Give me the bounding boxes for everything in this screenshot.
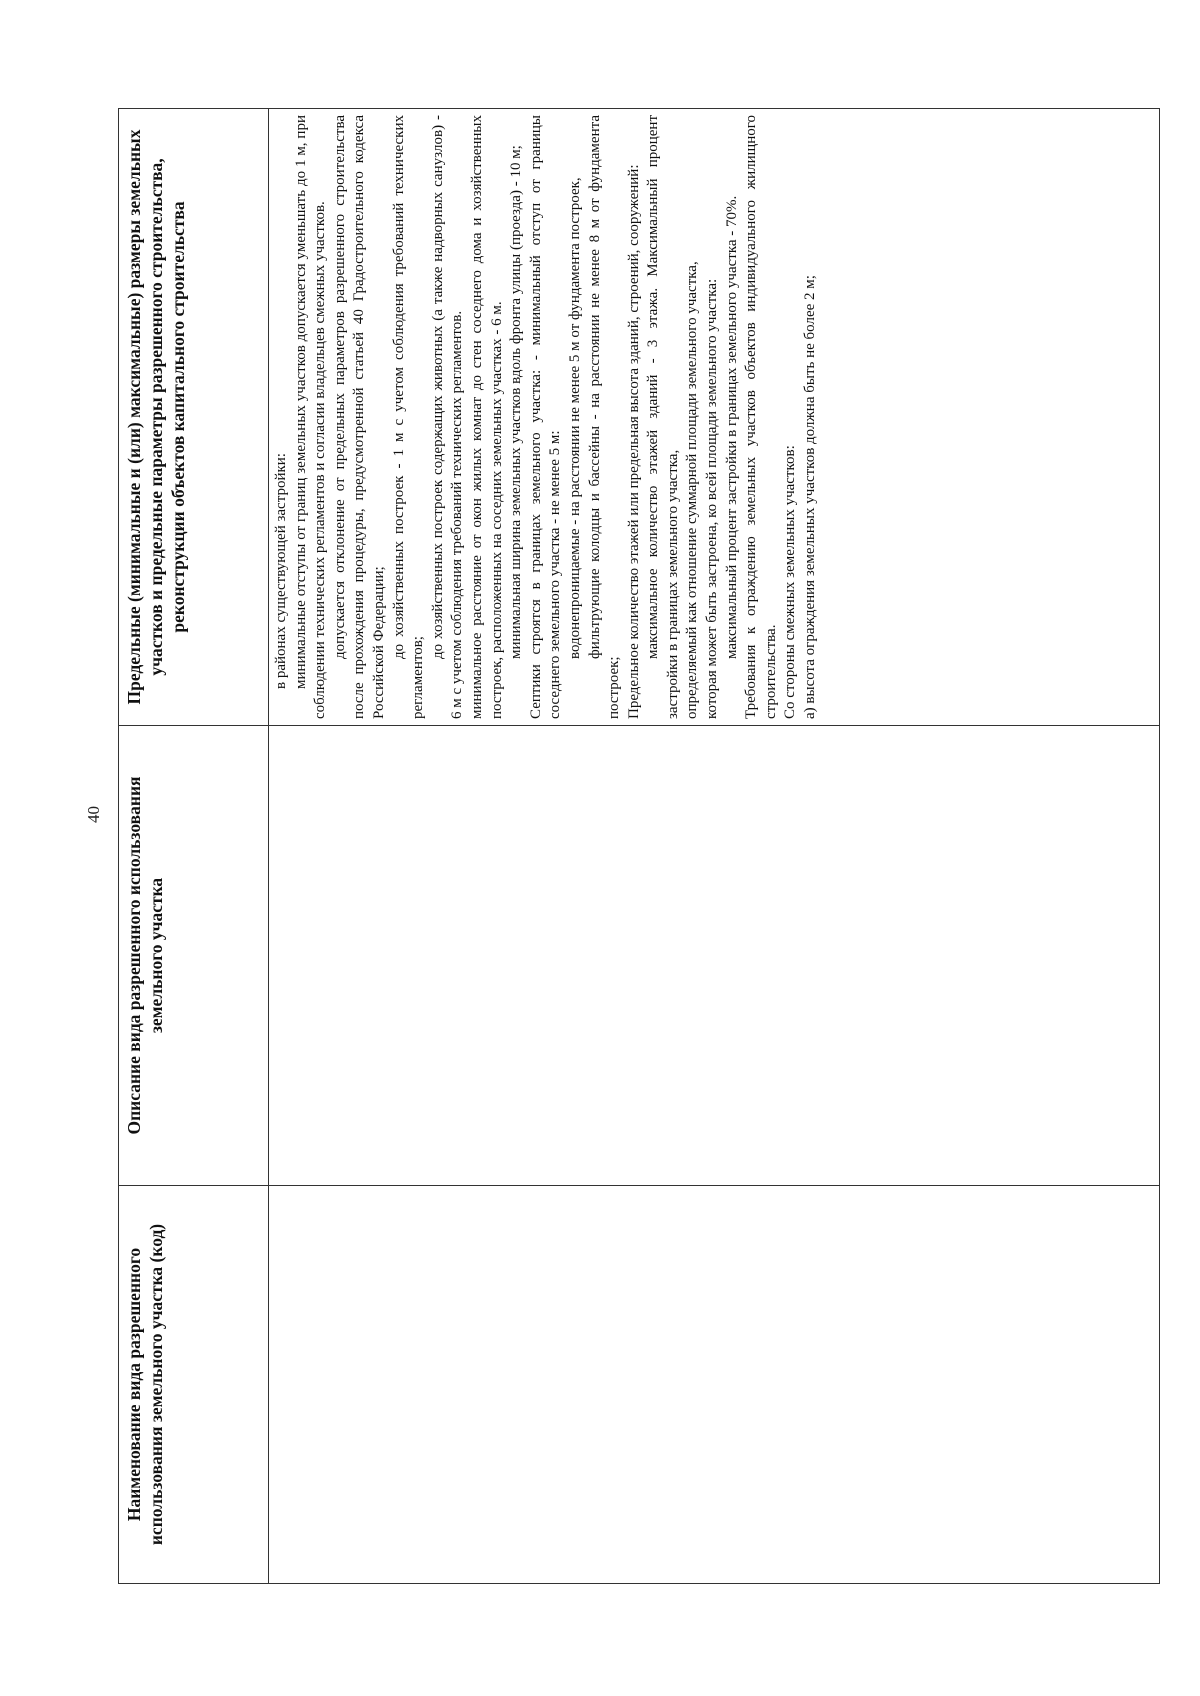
param-paragraph: Септики строятся в границах земельного участка: - минимальный отступ от границы соседнего земельного участка - не менее 5 м:: [527, 115, 564, 719]
header-parameters: Предельные (минимальные и (или) максимальные) размеры земельных участков и предельные параметры разрешенного строительства, реконструкции объектов капитального строительства: [119, 109, 269, 726]
param-paragraph: минимальная ширина земельных участков вдоль фронта улицы (проезда) - 10 м;: [508, 145, 525, 659]
header-description: Описание вида разрешенного использования земельного участка: [119, 726, 269, 1186]
regulations-table: [118, 108, 1160, 1584]
table-header-row: [119, 109, 269, 1584]
param-paragraph: максимальный процент застройки в границах земельного участка - 70%.: [723, 195, 740, 659]
param-paragraph: Предельное количество этажей или предельная высота зданий, строений, сооружений:: [625, 164, 642, 719]
rotated-table-wrapper: [118, 109, 1160, 1584]
param-paragraph: в районах существующей застройки:: [273, 453, 289, 689]
param-paragraph: максимальное количество этажей зданий - 3 этажа. Максимальный процент застройки в границах земельного участка,: [645, 115, 681, 719]
param-paragraph: допускается отклонение от предельных параметров разрешенного строительства после прохождения процедуры, предусмотренной статьей 40 Градостроительного кодекса Российской Федерации;: [331, 115, 387, 719]
cell-description: [269, 726, 1160, 1186]
param-paragraph: фильтрующие колодцы и бассейны - на расстоянии не менее 8 м от фундамента построек;: [586, 115, 623, 719]
param-paragraph: до хозяйственных построек содержащих животных (а также надворных санузлов) - 6 м с учетом соблюдения требований технических регламентов.: [429, 115, 466, 719]
table-row: [269, 109, 1160, 1584]
param-paragraph: минимальные отступы от границ земельных участков допускается уменьшать до 1 м, при соблюдении технических регламентов и согласии владельцев смежных участков.: [292, 115, 329, 719]
param-paragraph: которая может быть застроена, ко всей площади земельного участка:: [704, 278, 721, 719]
param-paragraph: определяемый как отношение суммарной площади земельного участка,: [684, 261, 701, 719]
param-paragraph: водонепроницаемые - на расстоянии не менее 5 м от фундамента построек,: [566, 177, 583, 659]
cell-name-code: [269, 1186, 1160, 1584]
param-paragraph: до хозяйственных построек - 1 м с учетом соблюдения требований технических регламентов;: [390, 115, 427, 719]
cell-parameters: [269, 109, 1160, 726]
param-paragraph: а) высота ограждения земельных участков должна быть не более 2 м;: [802, 275, 819, 719]
param-paragraph: Требования к ограждению земельных участков объектов индивидуального жилищного строительства.: [743, 115, 779, 719]
header-name-code: Наименование вида разрешенного использования земельного участка (код): [119, 1186, 269, 1584]
param-paragraph: Со стороны смежных земельных участков:: [782, 445, 799, 719]
page-number: 40: [84, 806, 103, 823]
param-paragraph: минимальное расстояние от окон жилых комнат до стен соседнего дома и хозяйственных построек, расположенных на соседних земельных участках - 6 м.: [468, 115, 505, 719]
